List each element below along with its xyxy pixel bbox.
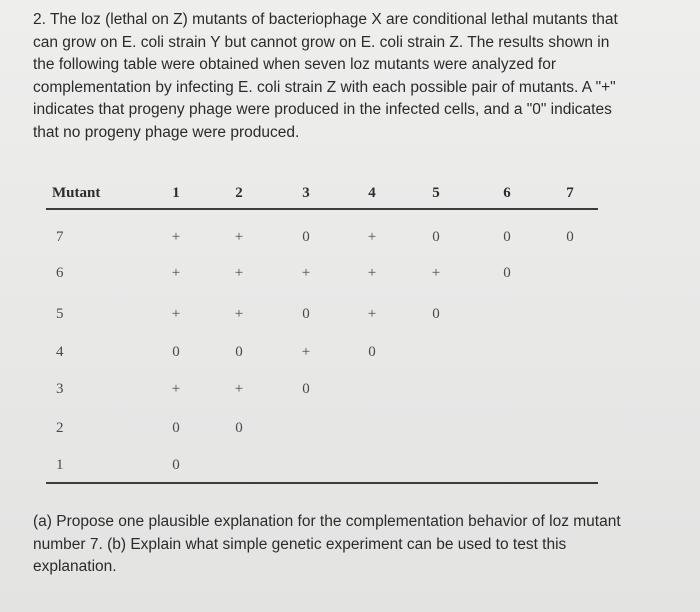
question-line: complementation by infecting E. coli strain Z with each possible pair of mutants. A "+" xyxy=(33,78,616,96)
prompt-text xyxy=(33,511,693,579)
table-cell: + xyxy=(171,265,181,281)
table-cell: 0 xyxy=(235,344,243,360)
prompt-line: number 7. (b) Explain what simple genetic experiment can be used to test this xyxy=(33,535,567,553)
table-cell: + xyxy=(234,306,244,322)
column-header: 2 xyxy=(235,185,243,201)
table-cell: + xyxy=(301,265,311,281)
table-cell: 0 xyxy=(503,229,511,245)
table-cell: 0 xyxy=(302,306,310,322)
table-header-rule xyxy=(46,208,598,210)
question-line: 2. The loz (lethal on Z) mutants of bacteriophage X are conditional lethal mutants that xyxy=(33,11,618,28)
table-cell: 0 xyxy=(432,229,440,245)
table-cell: 0 xyxy=(172,420,180,436)
row-label: 1 xyxy=(56,457,64,473)
column-header: 1 xyxy=(172,185,180,201)
question-line: the following table were obtained when seven loz mutants were analyzed for xyxy=(33,56,557,73)
table-cell: + xyxy=(171,306,181,322)
table-cell: 0 xyxy=(566,229,574,245)
table-header-label: Mutant xyxy=(52,185,101,201)
column-header: 4 xyxy=(368,185,376,201)
column-header: 6 xyxy=(503,185,511,201)
table-cell: 0 xyxy=(302,229,310,245)
table-cell: 0 xyxy=(368,344,376,360)
row-label: 3 xyxy=(56,381,64,397)
column-header: 5 xyxy=(432,185,440,201)
row-label: 7 xyxy=(56,229,64,245)
table-cell: + xyxy=(431,265,441,281)
row-label: 5 xyxy=(56,306,64,322)
row-label: 6 xyxy=(56,265,64,281)
column-header: 3 xyxy=(302,185,310,201)
table-cell: + xyxy=(367,306,377,322)
table-cell: + xyxy=(234,381,244,397)
table-cell: 0 xyxy=(503,265,511,281)
prompt-line: explanation. xyxy=(33,558,117,575)
table-cell: 0 xyxy=(432,306,440,322)
table-cell: + xyxy=(367,265,377,281)
table-cell: 0 xyxy=(235,420,243,436)
table-cell: + xyxy=(171,229,181,245)
table-cell: 0 xyxy=(172,344,180,360)
table-cell: + xyxy=(234,229,244,245)
question-line: indicates that progeny phage were produced in the infected cells, and a "0" indicates xyxy=(33,101,612,118)
table-cell: + xyxy=(234,265,244,281)
table-cell: 0 xyxy=(172,457,180,473)
column-header: 7 xyxy=(566,185,574,201)
question-text xyxy=(33,9,693,144)
question-line: that no progeny phage were produced. xyxy=(33,123,300,141)
table-cell: + xyxy=(171,381,181,397)
prompt-line: (a) Propose one plausible explanation for the complementation behavior of loz mutant xyxy=(33,513,621,530)
table-cell: 0 xyxy=(302,381,310,397)
question-line: can grow on E. coli strain Y but cannot grow on E. coli strain Z. The results shown in xyxy=(33,33,610,51)
table-cell: + xyxy=(367,229,377,245)
row-label: 2 xyxy=(56,420,64,436)
table-cell: + xyxy=(301,344,311,360)
row-label: 4 xyxy=(56,344,64,360)
table-bottom-rule xyxy=(46,482,598,484)
